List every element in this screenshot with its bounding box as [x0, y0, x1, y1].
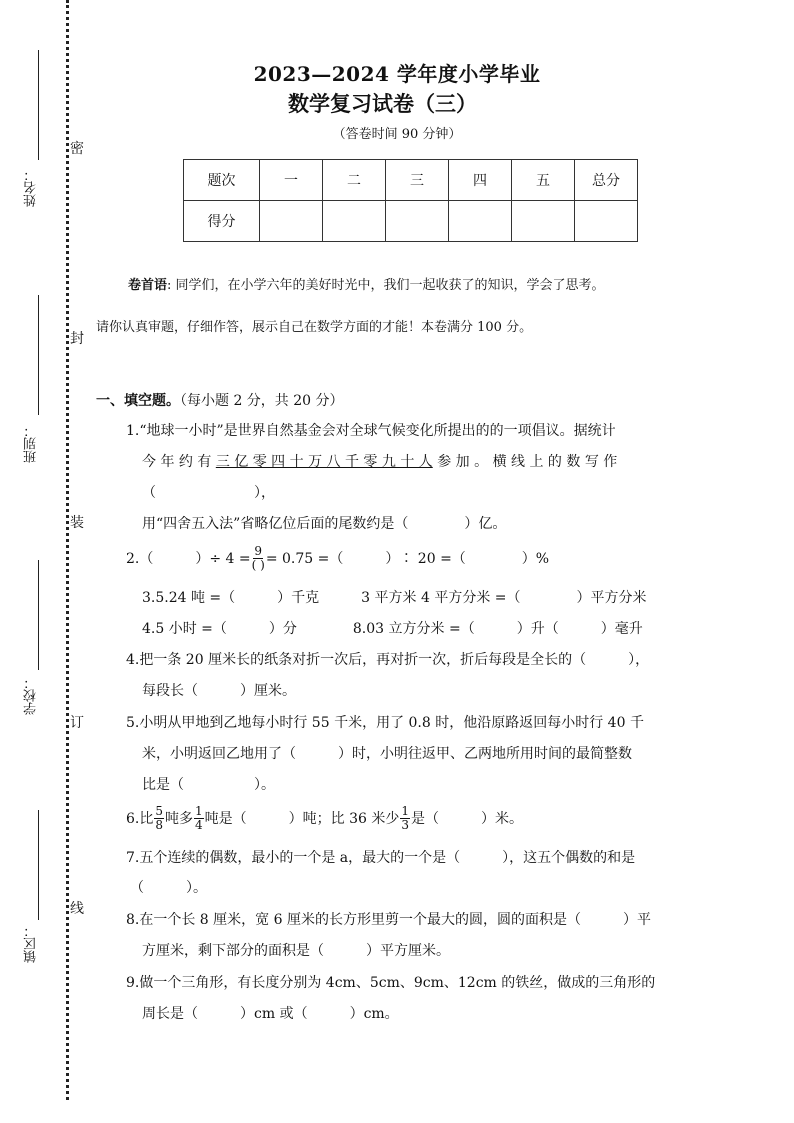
fraction-denominator: 4: [195, 817, 203, 832]
class-label: 班别：: [24, 424, 39, 463]
q5-line1: 5.小明从甲地到乙地每小时行 55 千米，用了 0.8 时，他沿原路返回每小时行 40 千: [126, 715, 644, 731]
district-label: 镇区：: [24, 924, 39, 963]
fraction-numerator: 9: [254, 543, 263, 558]
q7-line1: 7.五个连续的偶数，最小的一个是 a，最大的一个是（ ），这五个偶数的和是: [126, 850, 636, 866]
exam-title-line2: 数学复习试卷（三）: [288, 91, 477, 116]
score-cell: 题次: [184, 160, 260, 201]
school-blank-line: [38, 560, 39, 670]
school-label: 学校：: [24, 676, 39, 715]
q1-answer-blank[interactable]: （ ），: [142, 485, 275, 501]
fraction-numerator: 5: [155, 803, 163, 818]
fraction-denominator: 3: [401, 817, 409, 832]
score-cell: 三: [386, 160, 449, 201]
preface-line1: [128, 274, 605, 293]
score-cell: 总分: [575, 160, 638, 201]
q6-text: 是（ ）米。: [411, 811, 523, 827]
score-input-cell[interactable]: [449, 201, 512, 242]
fraction-denominator: ( ): [251, 557, 265, 572]
exam-duration: （答卷时间 90 分钟）: [332, 127, 462, 142]
score-cell: 二: [323, 160, 386, 201]
seal-mark-mi: 密: [70, 141, 84, 157]
q4-line1: 4.把一条 20 厘米长的纸条对折一次后，再对折一次，折后每段是全长的（ ），: [126, 652, 650, 668]
seal-mark-zhuang: 装: [70, 515, 84, 531]
q8-line1: 8.在一个长 8 厘米，宽 6 厘米的长方形里剪一个最大的圆，圆的面积是（ ）平: [126, 912, 651, 928]
fraction-denominator: 8: [155, 817, 163, 832]
score-table-header-row: [184, 160, 638, 201]
q6-text: 吨多: [165, 811, 193, 827]
q2-fraction: [252, 545, 265, 572]
score-input-cell[interactable]: [512, 201, 575, 242]
q1-text: 今 年 约 有: [142, 454, 216, 470]
score-cell: 一: [260, 160, 323, 201]
section1-note: （每小题 2 分，共 20 分）: [180, 393, 344, 409]
score-cell: 四: [449, 160, 512, 201]
q6-text: 吨是（ ）吨；比 36 米少: [204, 811, 400, 827]
district-blank-line: [38, 810, 39, 920]
seal-mark-feng: 封: [70, 331, 84, 347]
preface-text1: : 同学们，在小学六年的美好时光中，我们一起收获了的知识，学会了思考。: [167, 278, 605, 293]
score-input-cell[interactable]: [323, 201, 386, 242]
q1-line4: 用“四舍五入法”省略亿位后面的尾数约是（ ）亿。: [142, 516, 507, 532]
class-blank-line: [38, 295, 39, 415]
q1-underlined-number: 三 亿 零 四 十 万 八 千 零 九 十 人: [215, 454, 433, 470]
score-table: [183, 159, 638, 242]
q3-line2: 4.5 小时 =（ ）分 8.03 立方分米 =（ ）升（ ）毫升: [142, 621, 643, 637]
q6-line: [126, 800, 523, 836]
q2-text-b: = 0.75 =（ ）∶ 20 =（ ）%: [265, 551, 550, 567]
name-label: 姓名：: [24, 168, 39, 207]
score-table-score-row: [184, 201, 638, 242]
section1-heading-line: [96, 390, 344, 410]
q9-line1: 9.做一个三角形，有长度分别为 4cm、5cm、9cm、12cm 的铁丝，做成的三角形的: [126, 975, 656, 991]
q2-text-a: 2.（ ）÷ 4 =: [126, 551, 251, 567]
q6-fraction-1: [154, 805, 164, 832]
q1-line2: [142, 451, 617, 471]
seal-mark-xian: 线: [70, 901, 84, 917]
q9-line2: 周长是（ ）cm 或（ ）cm。: [142, 1006, 399, 1022]
q4-line2: 每段长（ ）厘米。: [142, 683, 296, 699]
q6-fraction-2: [194, 805, 204, 832]
preface-line2: 请你认真审题，仔细作答，展示自己在数学方面的才能！本卷满分 100 分。: [96, 320, 533, 335]
q3-line1: 3.5.24 吨 =（ ）千克 3 平方米 4 平方分米 =（ ）平方分米: [142, 590, 647, 606]
preface-label: 卷首语: [128, 278, 168, 293]
q1-line1: 1.“地球一小时”是世界自然基金会对全球气候变化所提出的的一项倡议。据统计: [126, 423, 616, 439]
q6-fraction-3: [400, 805, 410, 832]
q5-line3: 比是（ ）。: [142, 777, 275, 793]
section1-heading: 一、填空题。: [96, 393, 180, 409]
q5-line2: 米，小明返回乙地用了（ ）时，小明往返甲、乙两地所用时间的最简整数: [142, 746, 632, 762]
score-input-cell[interactable]: [260, 201, 323, 242]
score-input-cell[interactable]: [575, 201, 638, 242]
binding-dotted-line: [66, 0, 69, 1100]
score-input-cell[interactable]: [386, 201, 449, 242]
q6-text: 6.比: [126, 811, 154, 827]
score-cell: 五: [512, 160, 575, 201]
exam-title-line1: 2023—2024 学年度小学毕业: [253, 62, 541, 86]
fraction-numerator: 1: [195, 803, 203, 818]
q2-line: [126, 540, 549, 576]
q7-line2: （ ）。: [130, 880, 207, 896]
score-row-label: 得分: [184, 201, 260, 242]
seal-mark-ding: 订: [70, 715, 84, 731]
q8-line2: 方厘米，剩下部分的面积是（ ）平方厘米。: [142, 943, 450, 959]
q1-text: 参 加 。 横 线 上 的 数 写 作: [432, 454, 618, 470]
fraction-numerator: 1: [401, 803, 409, 818]
